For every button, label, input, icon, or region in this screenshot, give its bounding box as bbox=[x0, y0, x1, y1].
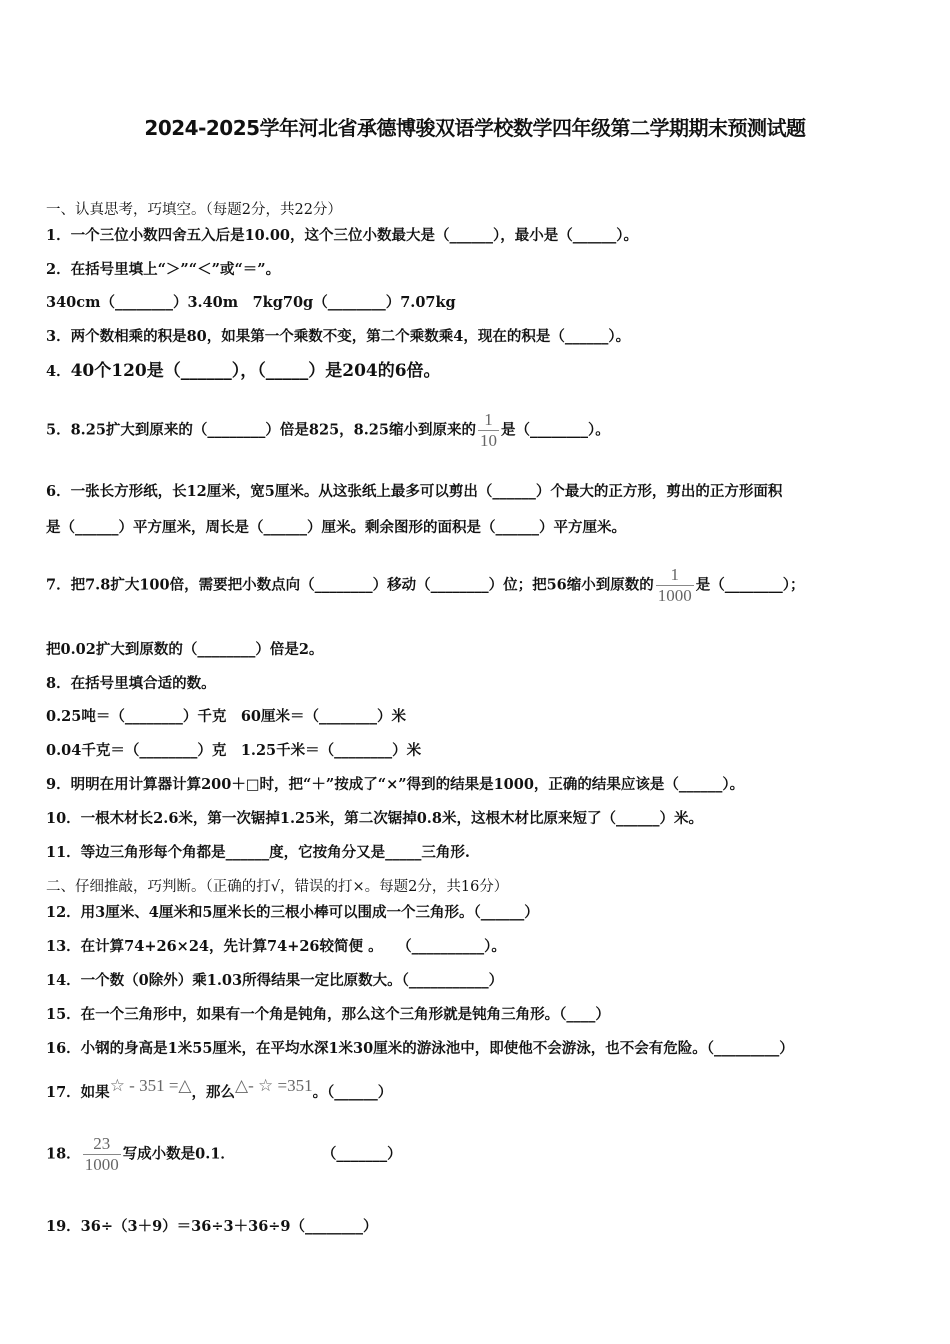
question-7-text-a: 7．把7.8扩大100倍，需要把小数点向（________）移动（________）位；把56缩小到原数的 bbox=[46, 576, 654, 594]
question-9: 9．明明在用计算器计算200＋□时，把“＋”按成了“×”得到的结果是1000，正确的结果应该是（______）。 bbox=[46, 776, 745, 793]
question-7 bbox=[46, 565, 805, 606]
question-5 bbox=[46, 410, 610, 451]
question-18 bbox=[46, 1134, 402, 1175]
question-17 bbox=[46, 1076, 392, 1103]
question-17-text-a: 17．如果 bbox=[46, 1084, 110, 1101]
question-17-text-c: 。（______） bbox=[312, 1084, 393, 1101]
page-title: 2024-2025学年河北省承德博骏双语学校数学四年级第二学期期末预测试题 bbox=[144, 116, 806, 140]
question-6-line-2: 是（______）平方厘米，周长是（______）厘米。剩余图形的面积是（______）平方厘米。 bbox=[46, 519, 626, 536]
question-4-number: 4． bbox=[46, 363, 71, 380]
question-19: 19．36÷（3＋9）＝36÷3＋36÷9（________） bbox=[46, 1218, 378, 1235]
question-8-sub-1: 0.25吨＝（________）千克 60厘米＝（________）米 bbox=[46, 708, 406, 725]
question-14: 14．一个数（0除外）乘1.03所得结果一定比原数大。（___________） bbox=[46, 972, 504, 989]
question-5-text-a: 5．8.25扩大到原来的（________）倍是825，8.25缩小到原来的 bbox=[46, 421, 476, 439]
fraction-23-over-1000 bbox=[83, 1134, 121, 1175]
question-5-text-b: 是（________）。 bbox=[501, 421, 610, 439]
math-expression-1: ☆ - 351 =△ bbox=[109, 1076, 192, 1095]
fraction-1-over-10 bbox=[478, 410, 499, 451]
fraction-denominator: 10 bbox=[480, 431, 497, 450]
question-18-text: 写成小数是0.1． （_______） bbox=[122, 1145, 402, 1163]
question-11: 11．等边三角形每个角都是______度，它按角分又是_____三角形. bbox=[46, 844, 470, 861]
fraction-1-over-1000 bbox=[656, 565, 694, 606]
question-12: 12．用3厘米、4厘米和5厘米长的三根小棒可以围成一个三角形。（______） bbox=[46, 904, 539, 921]
question-2-sub: 340cm（________）3.40m 7kg70g（________）7.07kg bbox=[46, 294, 456, 311]
question-4 bbox=[46, 361, 441, 382]
fraction-numerator: 1 bbox=[670, 565, 680, 584]
math-expression-2: △- ☆ =351 bbox=[235, 1076, 313, 1095]
section-2-heading: 二、仔细推敲，巧判断。（正确的打√，错误的打×。每题2分，共16分） bbox=[46, 879, 509, 895]
question-15: 15．在一个三角形中，如果有一个角是钝角，那么这个三角形就是钝角三角形。（____） bbox=[46, 1006, 610, 1023]
question-4-text: 40个120是（______），（_____）是204的6倍。 bbox=[70, 361, 441, 381]
question-1: 1．一个三位小数四舍五入后是10.00，这个三位小数最大是（______），最小是（______）。 bbox=[46, 227, 638, 244]
question-17-text-b: ，那么 bbox=[191, 1084, 235, 1101]
section-1-heading: 一、认真思考，巧填空。（每题2分，共22分） bbox=[46, 202, 342, 218]
fraction-numerator: 1 bbox=[484, 410, 493, 429]
question-13: 13．在计算74+26×24，先计算74+26较简便 。 （__________）。 bbox=[46, 938, 506, 955]
question-10: 10．一根木材长2.6米，第一次锯掉1.25米，第二次锯掉0.8米，这根木材比原来短了（______）米。 bbox=[46, 810, 703, 827]
fraction-numerator: 23 bbox=[93, 1134, 111, 1153]
question-6-line-1: 6．一张长方形纸，长12厘米，宽5厘米。从这张纸上最多可以剪出（______）个最大的正方形，剪出的正方形面积 bbox=[46, 483, 783, 500]
fraction-denominator: 1000 bbox=[84, 1155, 119, 1174]
fraction-denominator: 1000 bbox=[657, 586, 692, 605]
question-18-number: 18． bbox=[46, 1145, 81, 1163]
question-7-line-2: 把0.02扩大到原数的（________）倍是2。 bbox=[46, 641, 324, 658]
question-2: 2．在括号里填上“＞”“＜”或“＝”。 bbox=[46, 261, 281, 278]
question-16: 16．小钢的身高是1米55厘米，在平均水深1米30厘米的游泳池中，即使他不会游泳，也不会有危险。（_________） bbox=[46, 1040, 794, 1057]
question-3: 3．两个数相乘的积是80，如果第一个乘数不变，第二个乘数乘4，现在的积是（______）。 bbox=[46, 328, 631, 345]
question-7-text-b: 是（________）； bbox=[695, 576, 805, 594]
question-8: 8．在括号里填合适的数。 bbox=[46, 675, 216, 692]
question-8-sub-2: 0.04千克＝（________）克 1.25千米＝（________）米 bbox=[46, 742, 422, 759]
